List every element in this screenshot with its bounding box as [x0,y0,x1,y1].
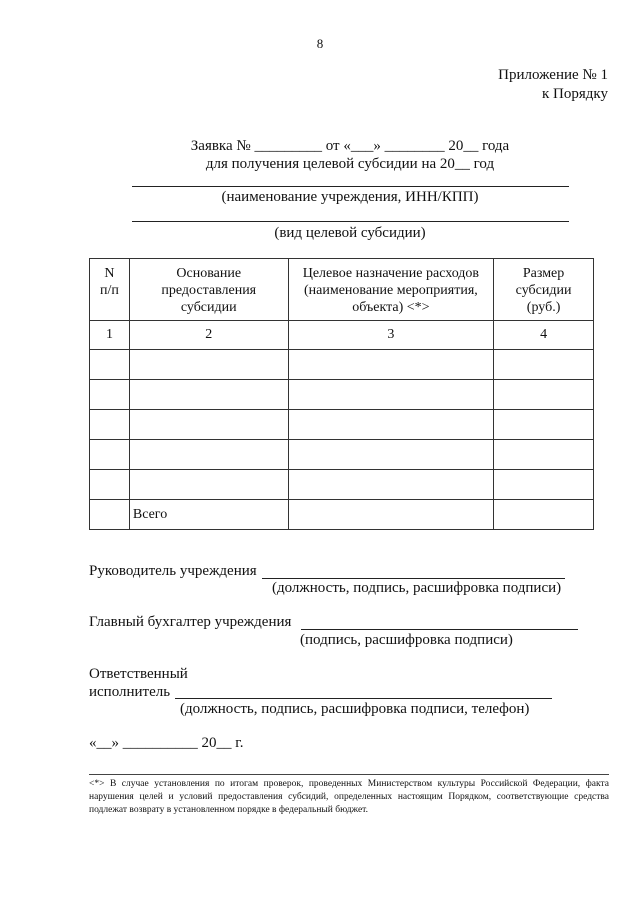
accountant-caption: (подпись, расшифровка подписи) [300,632,513,648]
table-cell[interactable] [90,380,130,410]
table-cell[interactable] [288,410,494,440]
table-cell[interactable] [129,410,288,440]
table-cell[interactable] [494,440,594,470]
table-cell[interactable] [129,380,288,410]
column-number: 2 [129,321,288,350]
footnote-separator [89,774,609,775]
table-row [90,440,594,470]
table-cell[interactable] [494,410,594,440]
table-cell[interactable] [90,470,130,500]
total-amount-cell[interactable] [494,500,594,530]
footnote: <*> В случае установления по итогам проверок, проведенных Министерством культуры Российской Федерации, факта нарушения целей и условий предоставления субсидий, определенных настоящим Порядком, соответствующие средства подлежат возврату в установленном порядке в федеральный бюджет. [89,779,609,815]
table-cell[interactable] [90,350,130,380]
table-cell [90,500,130,530]
table-cell[interactable] [494,350,594,380]
table-cell[interactable] [129,350,288,380]
header-number [90,259,130,321]
table-cell[interactable] [288,350,494,380]
table-row [90,470,594,500]
appendix-reference [498,66,608,104]
page-number: 8 [316,36,324,51]
subsidy-type-line [132,221,569,222]
table-cell[interactable] [288,380,494,410]
appendix-line-1: Приложение № 1 [498,67,608,83]
column-number: 3 [288,321,494,350]
institution-line [132,186,569,187]
table-cell[interactable] [129,440,288,470]
total-row [90,500,594,530]
application-title: Заявка № _________ от «___» ________ 20__ года [190,138,510,154]
header-basis [129,259,288,321]
table-cell[interactable] [288,470,494,500]
table-row [90,350,594,380]
header-basis-text: Основание предоставления субсидии [161,266,257,315]
head-caption: (должность, подпись, расшифровка подписи) [272,580,562,596]
subsidy-table [89,258,594,530]
header-amount-text: Размер субсидии (руб.) [515,266,572,315]
date-line[interactable]: «__» __________ 20__ г. [89,735,244,751]
table-cell[interactable] [90,440,130,470]
header-number-text: N п/п [100,266,119,298]
header-purpose-text: Целевое назначение расходов (наименование мероприятия, объекта) <*> [302,266,480,315]
executor-label-line-1: Ответственный [89,666,188,682]
table-cell[interactable] [494,470,594,500]
table-cell[interactable] [288,440,494,470]
column-number-row [90,321,594,350]
table-header-row [90,259,594,321]
header-purpose [288,259,494,321]
accountant-signature-line[interactable] [301,629,578,630]
header-amount [494,259,594,321]
table-row [90,410,594,440]
institution-caption: (наименование учреждения, ИНН/КПП) [221,189,479,205]
table-cell[interactable] [90,410,130,440]
executor-label-line-2: исполнитель [89,684,171,700]
appendix-line-2: к Порядку [542,86,608,102]
head-signature-line[interactable] [262,578,565,579]
column-number: 4 [494,321,594,350]
application-subtitle: для получения целевой субсидии на 20__ год [205,156,495,172]
table-cell[interactable] [494,380,594,410]
executor-caption: (должность, подпись, расшифровка подписи, телефон) [180,701,530,717]
subsidy-type-caption: (вид целевой субсидии) [274,225,426,241]
table-cell[interactable] [288,500,494,530]
executor-signature-line[interactable] [175,698,552,699]
table-cell[interactable] [129,470,288,500]
total-label: Всего [129,500,288,530]
column-number: 1 [90,321,130,350]
head-label: Руководитель учреждения [89,563,257,579]
accountant-label: Главный бухгалтер учреждения [89,614,292,630]
table-row [90,380,594,410]
